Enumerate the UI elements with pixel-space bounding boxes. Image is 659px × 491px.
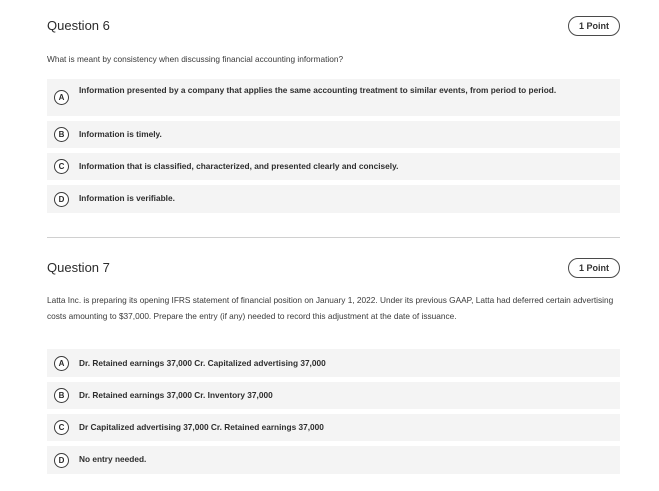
points-badge: 1 Point — [568, 258, 620, 278]
option-b[interactable] — [47, 121, 620, 148]
points-badge: 1 Point — [568, 16, 620, 36]
question-header — [47, 256, 620, 280]
option-text: Dr. Retained earnings 37,000 Cr. Inventory 37,000 — [79, 390, 273, 400]
question-header — [47, 14, 620, 38]
question-title: Question 6 — [47, 18, 110, 33]
question-title: Question 7 — [47, 260, 110, 275]
question-7 — [47, 256, 620, 321]
option-text: No entry needed. — [79, 454, 147, 464]
option-text: Dr. Retained earnings 37,000 Cr. Capitalized advertising 37,000 — [79, 358, 326, 368]
option-letter: D — [54, 192, 69, 207]
option-text: Information that is classified, characterized, and presented clearly and concisely. — [79, 161, 399, 171]
option-letter: A — [54, 90, 69, 105]
option-text: Dr Capitalized advertising 37,000 Cr. Retained earnings 37,000 — [79, 422, 324, 432]
option-text: Information is verifiable. — [79, 193, 175, 203]
question-text: Latta Inc. is preparing its opening IFRS statement of financial position on January 1, 2022. Under its previous GAAP, Latta had deferred certain advertising costs amounting to $37,000. Prepare the entry (if any) needed to record this adjustment at the date of issuance. — [47, 295, 614, 321]
q6-options — [47, 79, 620, 214]
question-text: What is meant by consistency when discussing financial accounting information? — [47, 54, 344, 64]
option-c[interactable] — [47, 414, 620, 441]
option-letter: C — [54, 159, 69, 174]
option-letter: D — [54, 453, 69, 468]
divider — [47, 237, 620, 238]
option-letter: B — [54, 127, 69, 142]
question-6 — [47, 14, 620, 64]
option-letter: B — [54, 388, 69, 403]
option-text: Information is timely. — [79, 129, 162, 139]
option-a[interactable] — [47, 79, 620, 116]
option-letter: C — [54, 420, 69, 435]
option-letter: A — [54, 356, 69, 371]
option-d[interactable] — [47, 185, 620, 213]
option-b[interactable] — [47, 382, 620, 409]
option-a[interactable] — [47, 349, 620, 377]
option-text: Information presented by a company that applies the same accounting treatment to similar events, from period to period. — [79, 85, 557, 95]
q7-options — [47, 349, 620, 475]
option-d[interactable] — [47, 446, 620, 474]
option-c[interactable] — [47, 153, 620, 180]
